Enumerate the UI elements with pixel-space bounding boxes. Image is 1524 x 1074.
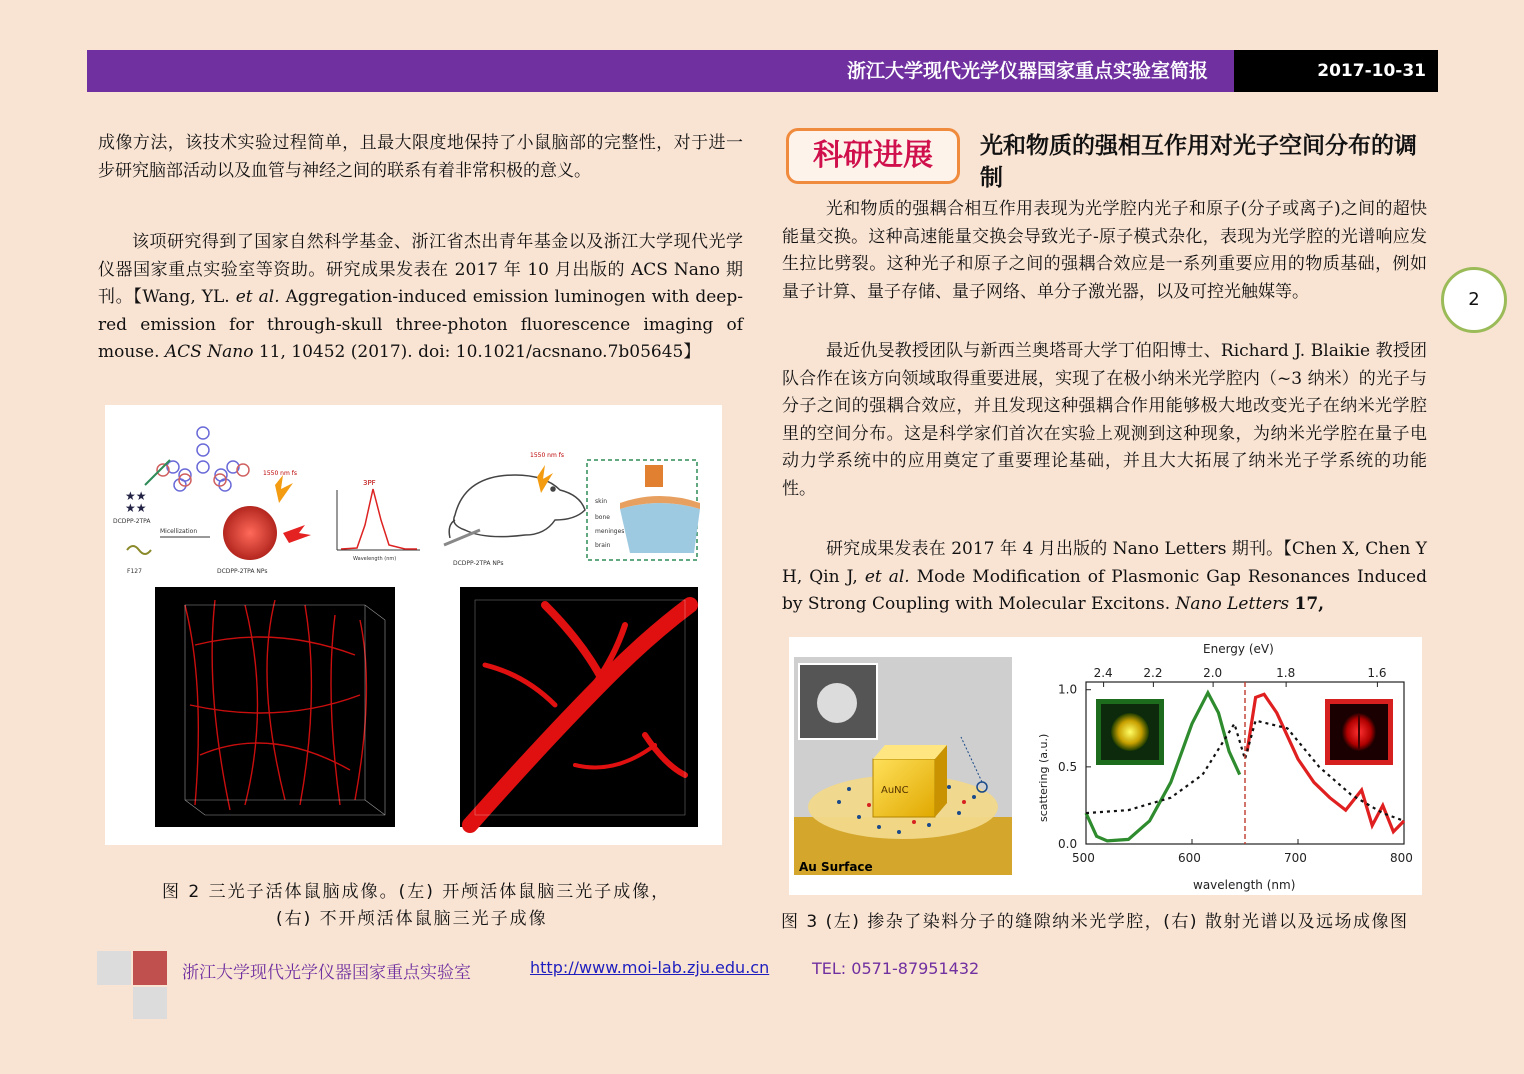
- ref2-etal: et al.: [864, 566, 910, 587]
- chart-ylabel: scattering (a.u.): [1037, 733, 1050, 822]
- nanoparticle: [223, 506, 277, 560]
- x-tick-label-3: 800: [1390, 851, 1413, 865]
- figure-2-graphic: [105, 405, 722, 845]
- ref-etal: et al.: [235, 287, 280, 307]
- ref-text-a: 该项研究得到了国家自然科学基金、浙江省杰出青年基金以及浙江大学现代光学仪器国家重点实验室等资助。研究成果发表在 2017 年 10 月出版的 ACS Nano 期刊。【Wang, YL.: [98, 232, 743, 307]
- layer-bone: bone: [595, 514, 610, 521]
- footer-telephone: TEL: 0571-87951432: [812, 959, 980, 978]
- svg-text:★★: ★★: [125, 501, 147, 515]
- label-aunc: AuNC: [881, 785, 909, 796]
- label-3pf: 3PF: [363, 479, 376, 487]
- ref-journal: ACS Nano: [164, 342, 254, 362]
- x-tick-label-2: 700: [1284, 851, 1307, 865]
- page-number: 2: [1441, 267, 1507, 333]
- footer-square-grey-2: [133, 987, 167, 1019]
- label-molecule: DCDPP-2TPA: [113, 518, 151, 525]
- ref2-text-b: Mode Modification of Plasmonic Gap Resonances Induced by Strong Coupling with Molecular Excitons.: [782, 566, 1428, 614]
- energy-tick-label-2: 2.0: [1203, 666, 1223, 680]
- label-laser: 1550 nm fs: [263, 470, 297, 477]
- figure-2: [105, 405, 722, 845]
- figure-2-caption-line-1: 图 2 三光子活体鼠脑成像。(左) 开颅活体鼠脑三光子成像，: [162, 882, 671, 902]
- layer-skin: skin: [595, 498, 608, 505]
- right-paragraph-2: 最近仇旻教授团队与新西兰奥塔哥大学丁伯阳博士、Richard J. Blaikie 教授团队合作在该方向领域取得重要进展，实现了在极小纳米光学腔内（~3 纳米）的光子与分子之间的强耦合效应，并且发现这种强耦合作用能够极大地改变光子在纳米光学腔里的空间分布。这是科学家们首次在实验上观测到这种现象，为纳米光学腔在量子电动力学系统中的应用奠定了重要理论基础，并且大大拓展了纳米光子学系统的功能性。: [782, 341, 1427, 499]
- chart-x2label: Energy (eV): [1203, 642, 1274, 656]
- figure-3: [789, 637, 1422, 895]
- molecule-structure: [167, 427, 239, 491]
- issue-date: 2017-10-31: [1234, 50, 1438, 92]
- right-paragraph-3: [782, 536, 1427, 619]
- y-tick-label-2: 0.0: [1058, 837, 1078, 851]
- left-paragraph-2: [98, 229, 743, 367]
- label-np-2: DCDPP-2TPA NPs: [453, 560, 504, 567]
- x-tick-label-1: 600: [1178, 851, 1201, 865]
- x-tick-label-0: 500: [1072, 851, 1095, 865]
- newsletter-title: 浙江大学现代光学仪器国家重点实验室简报: [846, 60, 1208, 82]
- footer-square-red: [133, 951, 167, 985]
- right-paragraph-1: 光和物质的强耦合相互作用表现为光学腔内光子和原子(分子或离子)之间的超快能量交换。这种高速能量交换会导致光子-原子模式杂化，表现为光学腔的光谱响应发生拉比劈裂。这种光子和原子之间的强耦合效应是一系列重要应用的物质基础，例如量子计算、量子存储、量子网络、单分子激光器，以及可控光触媒等。: [782, 199, 1427, 302]
- left-paragraph-1: 成像方法，该技术实验过程简单，且最大限度地保持了小鼠脑部的完整性，对于进一步研究脑部活动以及血管与神经之间的联系有着非常积极的意义。: [98, 133, 743, 181]
- label-f127: F127: [127, 568, 142, 575]
- label-wavelength: Wavelength (nm): [353, 556, 397, 562]
- footer-website-link[interactable]: http://www.moi-lab.zju.edu.cn: [530, 958, 770, 977]
- ref2-journal: Nano Letters: [1175, 594, 1290, 614]
- ref-text-c: 11, 10452 (2017). doi: 10.1021/acsnano.7b05645】: [258, 342, 701, 362]
- header-bar: [87, 50, 1438, 92]
- y-tick-label-1: 0.5: [1058, 759, 1078, 774]
- layer-brain: brain: [595, 542, 611, 549]
- svg-text:★★: ★★: [125, 489, 147, 503]
- label-au-surface: Au Surface: [799, 860, 873, 874]
- ref-text-b: Aggregation-induced emission luminogen with deep-red emission for through-skull three-photon fluorescence imaging of mouse.: [98, 287, 743, 362]
- section-badge: 科研进展: [786, 128, 960, 184]
- ref2-text-a: 研究成果发表在 2017 年 4 月出版的 Nano Letters 期刊。【Chen X, Chen Y H, Qin J,: [782, 539, 1427, 587]
- mouse-sketch: [449, 475, 585, 538]
- laser-bolt: [275, 475, 293, 503]
- chart-xlabel: wavelength (nm): [1193, 878, 1296, 892]
- label-micellization: Micellization: [160, 528, 198, 535]
- label-np: DCDPP-2TPA NPs: [217, 568, 268, 575]
- ref2-volume: 17,: [1294, 594, 1325, 614]
- energy-tick-label-1: 2.2: [1143, 666, 1163, 680]
- open-skull-image: [155, 587, 395, 827]
- layer-meninges: meninges: [595, 528, 625, 535]
- energy-tick-label-3: 1.8: [1276, 666, 1296, 680]
- y-tick-label-0: 1.0: [1058, 682, 1078, 697]
- scattering-spectrum-chart: [1037, 642, 1413, 892]
- energy-tick-label-4: 1.6: [1367, 666, 1387, 680]
- footer-lab-name: 浙江大学现代光学仪器国家重点实验室: [182, 963, 471, 983]
- figure-3-caption: 图 3 (左) 掺杂了染料分子的缝隙纳米光学腔，(右) 散射光谱以及远场成像图: [781, 912, 1409, 932]
- figure-2-caption-line-2: (右) 不开颅活体鼠脑三光子成像: [276, 909, 548, 929]
- article-title: 光和物质的强相互作用对光子空间分布的调制: [980, 133, 1417, 191]
- energy-tick-label-0: 2.4: [1093, 666, 1113, 680]
- figure-3-graphic: [789, 637, 1422, 895]
- footer-square-grey: [97, 951, 131, 985]
- emission-spectrum: [337, 479, 420, 562]
- label-laser-2: 1550 nm fs: [530, 452, 564, 459]
